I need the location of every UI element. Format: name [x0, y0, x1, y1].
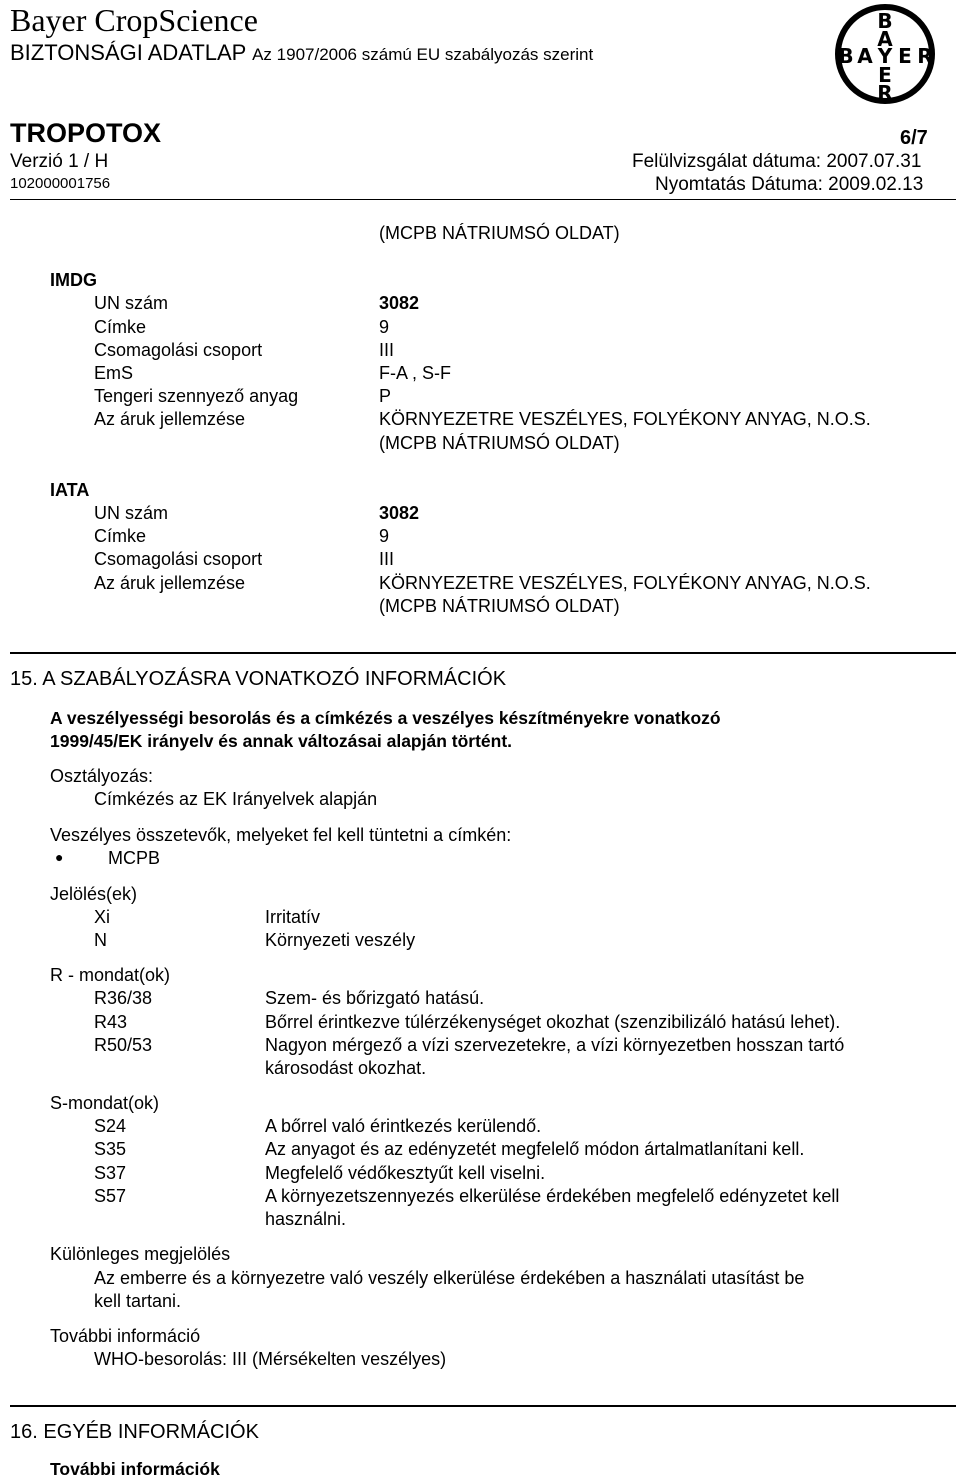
classification-label: Osztályozás: — [50, 766, 154, 786]
print-date: Nyomtatás Dátuma: 2009.02.13 — [655, 174, 924, 195]
r-phrase-code: R50/53 — [94, 1035, 153, 1055]
iata-desc-value-2: (MCPB NÁTRIUMSÓ OLDAT) — [379, 596, 620, 616]
section15-intro-line-1: A veszélyességi besorolás és a címkézés a veszélyes készítményekre vonatkozó — [50, 708, 721, 728]
svg-text:R: R — [877, 81, 893, 105]
s-phrase-text: Az anyagot és az edényzetét megfelelő módon ártalmatlanítani kell. — [265, 1139, 805, 1159]
imdg-ems-label: EmS — [94, 363, 134, 383]
header-divider — [10, 199, 956, 200]
svg-text:A: A — [857, 44, 873, 68]
section16-divider — [10, 1405, 956, 1407]
continuation-text: (MCPB NÁTRIUMSÓ OLDAT) — [379, 223, 620, 243]
revision-date: Felülvizsgálat dátuma: 2007.07.31 — [632, 151, 922, 172]
iata-desc-label: Az áruk jellemzése — [94, 573, 246, 593]
section15-divider — [10, 652, 956, 654]
special-text-line-1: Az emberre és a környezetre való veszély elkerülése érdekében a használati utasítást be — [94, 1268, 805, 1288]
s-phrases-label: S-mondat(ok) — [50, 1093, 160, 1113]
imdg-pack-label: Csomagolási csoport — [94, 340, 263, 360]
s-phrase-code: S57 — [94, 1186, 127, 1206]
bullet-icon: ● — [55, 849, 64, 865]
iata-label-value: 9 — [379, 526, 390, 546]
imdg-label-value: 9 — [379, 317, 390, 337]
section15-intro-line-2: 1999/45/EK irányelv és annak változásai alapján történt. — [50, 731, 513, 751]
components-label: Veszélyes összetevők, melyeket fel kell tüntetni a címkén: — [50, 825, 512, 845]
document-type: BIZTONSÁGI ADATLAP — [10, 40, 246, 65]
s-phrase-text: A környezetszennyezés elkerülése érdekében megfelelő edényzetet kell — [265, 1186, 840, 1206]
symbol-text: Irritatív — [265, 907, 321, 927]
svg-text:E: E — [898, 44, 912, 68]
s-phrase-text-continued: használni. — [265, 1209, 347, 1229]
document-id: 102000001756 — [10, 175, 111, 192]
bayer-cross-icon — [830, 2, 942, 106]
document-type-line — [10, 40, 593, 66]
iata-desc-value-1: KÖRNYEZETRE VESZÉLYES, FOLYÉKONY ANYAG, N.O.S. — [379, 573, 871, 593]
product-name: TROPOTOX — [10, 118, 162, 148]
symbol-text: Környezeti veszély — [265, 930, 416, 950]
imdg-title: IMDG — [50, 270, 97, 290]
imdg-marine-value: P — [379, 386, 392, 406]
svg-text:B: B — [877, 9, 893, 33]
special-label: Különleges megjelölés — [50, 1244, 231, 1264]
r-phrases-label: R - mondat(ok) — [50, 965, 171, 985]
imdg-un-label: UN szám — [94, 293, 169, 313]
s-phrase-text: A bőrrel való érintkezés kerülendő. — [265, 1116, 542, 1136]
r-phrase-code: R43 — [94, 1012, 128, 1032]
svg-text:B: B — [838, 44, 854, 68]
symbols-label: Jelölés(ek) — [50, 884, 138, 904]
regulation-reference: Az 1907/2006 számú EU szabályozás szerint — [252, 45, 594, 64]
section16-subtitle: További információk — [50, 1459, 220, 1479]
special-text-line-2: kell tartani. — [94, 1291, 182, 1311]
s-phrase-text: Megfelelő védőkesztyűt kell viselni. — [265, 1163, 546, 1183]
r-phrase-text: Szem- és bőrizgató hatású. — [265, 988, 485, 1008]
imdg-desc-value-1: KÖRNYEZETRE VESZÉLYES, FOLYÉKONY ANYAG, N.O.S. — [379, 409, 871, 429]
component-item: MCPB — [108, 848, 161, 868]
classification-value: Címkézés az EK Irányelvek alapján — [94, 789, 378, 809]
iata-label-label: Címke — [94, 526, 147, 546]
page-number: 6/7 — [900, 127, 928, 149]
further-info-value: WHO-besorolás: III (Mérsékelten veszélyes) — [94, 1349, 447, 1369]
brand-name: Bayer CropScience — [10, 2, 258, 38]
r-phrase-text-continued: károsodást okozhat. — [265, 1058, 427, 1078]
imdg-desc-value-2: (MCPB NÁTRIUMSÓ OLDAT) — [379, 433, 620, 453]
iata-title: IATA — [50, 480, 90, 500]
s-phrase-code: S37 — [94, 1163, 127, 1183]
imdg-ems-value: F-A , S-F — [379, 363, 451, 383]
imdg-un-value: 3082 — [379, 293, 420, 313]
symbol-code: Xi — [94, 907, 111, 927]
svg-text:A: A — [877, 27, 893, 51]
r-phrase-code: R36/38 — [94, 988, 153, 1008]
version: Verzió 1 / H — [10, 151, 109, 172]
imdg-pack-value: III — [379, 340, 395, 360]
section16-title: 16. EGYÉB INFORMÁCIÓK — [10, 1421, 259, 1443]
svg-text:E: E — [878, 63, 892, 87]
imdg-desc-label: Az áruk jellemzése — [94, 409, 246, 429]
section15-title: 15. A SZABÁLYOZÁSRA VONATKOZÓ INFORMÁCIÓK — [10, 668, 507, 690]
iata-un-value: 3082 — [379, 503, 420, 523]
symbol-code: N — [94, 930, 107, 950]
further-info-label: További információ — [50, 1326, 201, 1346]
s-phrase-code: S24 — [94, 1116, 127, 1136]
svg-text:Y: Y — [877, 44, 893, 68]
s-phrase-code: S35 — [94, 1139, 127, 1159]
iata-pack-value: III — [379, 549, 395, 569]
r-phrase-text: Nagyon mérgező a vízi szervezetekre, a vízi környezetben hosszan tartó — [265, 1035, 845, 1055]
iata-pack-label: Csomagolási csoport — [94, 549, 263, 569]
imdg-label-label: Címke — [94, 317, 147, 337]
r-phrase-text: Bőrrel érintkezve túlérzékenységet okozhat (szenzibilizáló hatású lehet). — [265, 1012, 841, 1032]
iata-un-label: UN szám — [94, 503, 169, 523]
bayer-logo — [830, 2, 942, 106]
svg-text:R: R — [917, 44, 933, 68]
imdg-marine-label: Tengeri szennyező anyag — [94, 386, 299, 406]
